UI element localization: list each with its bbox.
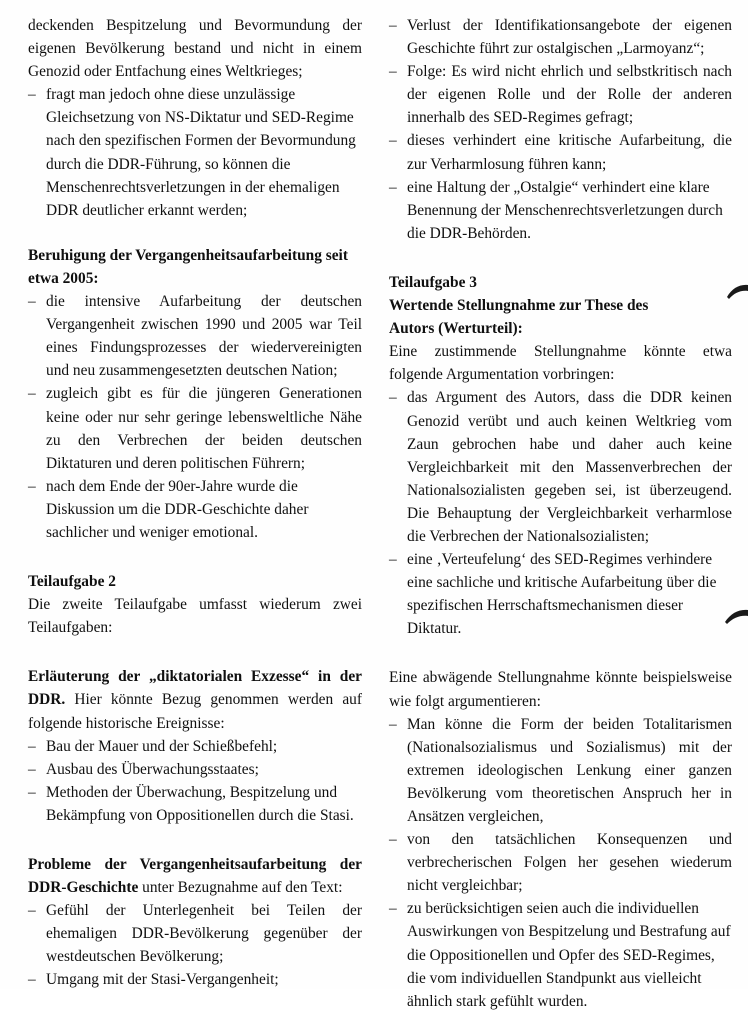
runin-probleme-lead: Probleme der Vergangenheitsaufarbeitung der DDR-Geschichte bbox=[28, 856, 362, 897]
abwaegende-dash-list bbox=[389, 713, 732, 1013]
spacer bbox=[389, 640, 732, 666]
list-item: – nach dem Ende der 90er-Jahre wurde die Diskussion um die DDR-Geschichte daher sachlicher und weniger emotional. bbox=[28, 475, 362, 544]
list-item: – dieses verhindert eine kritische Aufarbeitung, die zur Verharmlosung führen kann; bbox=[389, 129, 732, 175]
list-item: – Folge: Es wird nicht ehrlich und selbstkritisch nach der eigenen Rolle und der Rolle der anderen innerhalb des SED-Regimes gefragt; bbox=[389, 60, 732, 129]
teilaufgabe-2-intro: Die zweite Teilaufgabe umfasst wiederum zwei Teilaufgaben: bbox=[28, 596, 362, 637]
heading-wertende-line2: Autors (Werturteil): bbox=[389, 320, 523, 338]
first-dash-list bbox=[28, 83, 362, 222]
list-item: – Umgang mit der Stasi-Vergangenheit; bbox=[28, 968, 362, 991]
list-item: – Man könne die Form der beiden Totalitarismen (Nationalsozialismus und Sozialismus) mit der extremen ideologischen Lenkung einer ganzen Bevölkerung vom theoretischen Anspruch her in Ansätzen vergleichen, bbox=[389, 713, 732, 828]
list-item: – zugleich gibt es für die jüngeren Generationen keine oder nur sehr geringe lebensweltliche Nähe zu den Verbrechen der beiden deutschen Diktaturen und deren politischen Führern; bbox=[28, 382, 362, 474]
heading-teilaufgabe-3: Teilaufgabe 3 bbox=[389, 273, 477, 291]
beruhigung-dash-list bbox=[28, 290, 362, 544]
probleme-dash-list bbox=[28, 899, 362, 991]
spacer bbox=[28, 222, 362, 244]
list-item: – Ausbau des Überwachungsstaates; bbox=[28, 758, 362, 781]
continuation-dash-list bbox=[389, 14, 732, 245]
runin-erlaeuterung-rest: Hier könnte Bezug genommen werden auf folgende historische Ereignisse: bbox=[28, 691, 362, 732]
list-item: – zu berücksichtigen seien auch die individuellen Auswirkungen von Bespitzelung und Bestrafung auf die Oppositionellen und Opfer des SED-Regimes, die vom individuellen Standpunkt aus vielleicht ähnlich stark gefühlt wurden. bbox=[389, 897, 732, 1012]
runin-erlaeuterung bbox=[28, 665, 362, 734]
list-item: – fragt man jedoch ohne diese unzulässige Gleichsetzung von NS-Diktatur und SED-Regime nach den spezifischen Formen der Bevormundung durch die DDR-Führung, so können die Menschenrechtsverletzungen in der ehemaligen DDR deutlicher erkannt werden; bbox=[28, 83, 362, 222]
heading-beruhigung: Beruhigung der Vergangenheitsaufarbeitung seit etwa 2005: bbox=[28, 246, 348, 287]
spacer bbox=[28, 827, 362, 853]
zustimmende-dash-list bbox=[389, 386, 732, 640]
erlaeuterung-dash-list bbox=[28, 735, 362, 827]
runin-erlaeuterung-lead: Erläuterung der „diktatorialen Exzesse“ in der DDR. bbox=[28, 668, 362, 709]
list-item: – die intensive Aufarbeitung der deutschen Vergangenheit zwischen 1990 und 2005 war Teil eines Findungsprozesses der wiedervereinigten und neu zusammengesetzten deutschen Nation; bbox=[28, 290, 362, 382]
list-item: – Methoden der Überwachung, Bespitzelung und Bekämpfung von Oppositionellen durch die Stasi. bbox=[28, 781, 362, 827]
runin-probleme-rest: unter Bezugnahme auf den Text: bbox=[138, 879, 343, 897]
spacer bbox=[389, 245, 732, 271]
spacer bbox=[28, 544, 362, 570]
zustimmende-intro: Eine zustimmende Stellungnahme könnte etwa folgende Argumentation vorbringen: bbox=[389, 343, 732, 384]
list-item: – Bau der Mauer und der Schießbefehl; bbox=[28, 735, 362, 758]
abwaegende-intro: Eine abwägende Stellungnahme könnte beispielsweise wie folgt argumentieren: bbox=[389, 669, 732, 710]
list-item: – Gefühl der Unterlegenheit bei Teilen der ehemaligen DDR-Bevölkerung gegenüber der westdeutschen Bevölkerung; bbox=[28, 899, 362, 968]
list-item: – das Argument des Autors, dass die DDR keinen Genozid verübt und auch keinen Weltkrieg vom Zaun gebrochen habe und daher auch keine Vergleichbarkeit mit den Massenverbrechen der Nationalsozialisten gegeben sei, ist überzeugend. Die Behauptung der Vergleichbarkeit verharmlose die Verbrechen der Nationalsozialisten; bbox=[389, 386, 732, 548]
list-item: – eine ‚Verteufelung‘ des SED-Regimes verhindere eine sachliche und kritische Aufarbeitung über die spezifischen Herrschaftsmechanismen dieser Diktatur. bbox=[389, 548, 732, 640]
heading-teilaufgabe-2: Teilaufgabe 2 bbox=[28, 573, 116, 591]
right-column bbox=[374, 14, 748, 1013]
list-item: – von den tatsächlichen Konsequenzen und verbrecherischen Folgen her gesehen wiederum nicht vergleichbar; bbox=[389, 828, 732, 897]
spacer bbox=[28, 639, 362, 665]
continuation-paragraph: deckenden Bespitzelung und Bevormundung der eigenen Bevölkerung bestand und nicht in einem Genozid oder Entfachung eines Weltkrieges; bbox=[28, 17, 362, 81]
list-item: – eine Haltung der „Ostalgie“ verhindert eine klare Benennung der Menschenrechtsverletzungen durch die DDR-Behörden. bbox=[389, 176, 732, 245]
list-item: – Verlust der Identifikationsangebote der eigenen Geschichte führt zur ostalgischen „Larmoyanz“; bbox=[389, 14, 732, 60]
runin-probleme bbox=[28, 853, 362, 899]
two-column-layout bbox=[0, 14, 748, 1013]
heading-wertende-line1: Wertende Stellungnahme zur These des bbox=[389, 297, 649, 315]
left-column bbox=[0, 14, 374, 1013]
